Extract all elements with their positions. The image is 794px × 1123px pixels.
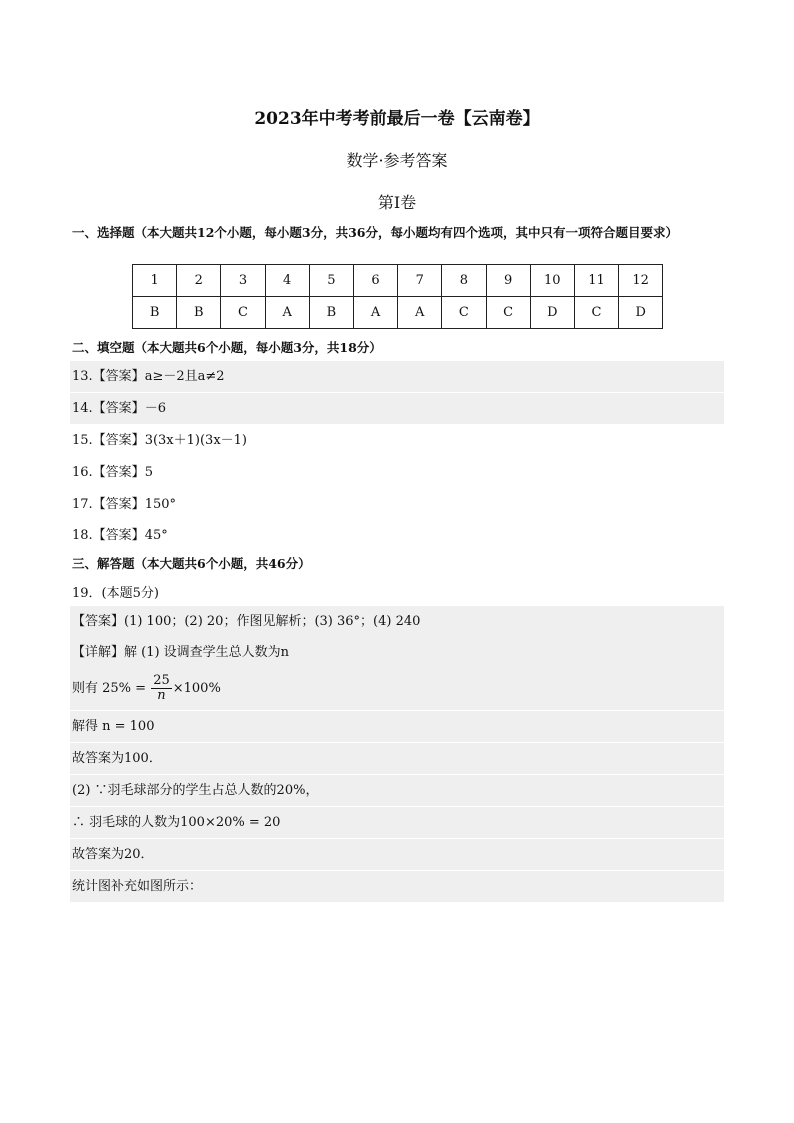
answer-table xyxy=(132,264,663,329)
answer-value: 5 xyxy=(144,465,153,480)
table-cell-answer: A xyxy=(398,297,442,329)
answer-value: 3(3x＋1)(3x－1) xyxy=(144,433,247,448)
table-cell-number: 5 xyxy=(309,265,353,297)
section1-heading: 一、选择题（本大题共12个小题，每小题3分，共36分，每小题均有四个选项，其中只有一项符合题目要求） xyxy=(72,225,678,240)
section2-heading: 二、填空题（本大题共6个小题，每小题3分，共18分） xyxy=(72,340,382,355)
table-cell-number: 4 xyxy=(265,265,309,297)
fill-answer-14 xyxy=(70,393,724,424)
q19-answer-100: 故答案为100． xyxy=(70,743,724,774)
answer-value: 150° xyxy=(144,497,177,512)
table-cell-answer: A xyxy=(353,297,397,329)
fraction-denominator: n xyxy=(157,688,166,703)
equation-suffix: ×100% xyxy=(172,681,221,696)
q19-part2-line: (2) ∵羽毛球部分的学生占总人数的20%， xyxy=(70,775,724,806)
fill-answer-16 xyxy=(70,457,724,488)
q19-answer-line: 【答案】(1) 100；(2) 20；作图见解析；(3) 36°；(4) 240 xyxy=(70,606,724,637)
table-cell-number: 3 xyxy=(221,265,265,297)
fill-answer-18 xyxy=(70,520,724,551)
answer-prefix: 13.【答案】 xyxy=(72,369,145,384)
answer-value: 45° xyxy=(144,528,168,543)
page-title: 2023年中考考前最后一卷【云南卷】 xyxy=(254,109,540,129)
q19-part2-calc: ∴ 羽毛球的人数为100×20% = 20 xyxy=(70,807,724,838)
answer-prefix: 14.【答案】 xyxy=(72,401,145,416)
fraction-numerator: 25 xyxy=(153,673,170,688)
table-cell-number: 1 xyxy=(133,265,177,297)
page-subtitle: 数学·参考答案 xyxy=(346,151,448,170)
q19-equation-1 xyxy=(70,668,724,710)
table-cell-number: 8 xyxy=(442,265,486,297)
table-cell-answer: C xyxy=(442,297,486,329)
table-cell-number: 6 xyxy=(353,265,397,297)
fill-answer-17 xyxy=(70,489,724,520)
question-19-title: 19．(本题5分) xyxy=(72,586,159,601)
q19-chart-line: 统计图补充如图所示： xyxy=(70,871,724,902)
table-cell-number: 9 xyxy=(486,265,530,297)
q19-solve-line: 解得 n = 100 xyxy=(70,711,724,742)
answer-value: a≥－2且a≠2 xyxy=(144,369,225,384)
answer-prefix: 16.【答案】 xyxy=(72,465,145,480)
table-cell-number: 10 xyxy=(530,265,574,297)
table-cell-answer: C xyxy=(221,297,265,329)
table-cell-number: 7 xyxy=(398,265,442,297)
fraction xyxy=(151,674,172,703)
answer-value: －6 xyxy=(144,401,166,416)
section3-heading: 三、解答题（本大题共6个小题，共46分） xyxy=(72,556,311,571)
table-cell-number: 2 xyxy=(177,265,221,297)
fill-answer-15 xyxy=(70,425,724,456)
answer-prefix: 18.【答案】 xyxy=(72,528,145,543)
q19-detail-line: 【详解】解 (1) 设调查学生总人数为n xyxy=(70,637,724,668)
table-cell-number: 12 xyxy=(619,265,663,297)
table-cell-answer: C xyxy=(486,297,530,329)
volume-label: 第Ⅰ卷 xyxy=(377,193,417,212)
answer-prefix: 17.【答案】 xyxy=(72,497,145,512)
table-cell-answer: D xyxy=(619,297,663,329)
fill-answer-13 xyxy=(70,361,724,392)
answer-prefix: 15.【答案】 xyxy=(72,433,145,448)
answer-table-number-row xyxy=(133,265,663,297)
table-cell-answer: D xyxy=(530,297,574,329)
table-cell-answer: A xyxy=(265,297,309,329)
equation-prefix: 则有 25% = xyxy=(72,681,147,696)
table-cell-answer: B xyxy=(133,297,177,329)
table-cell-number: 11 xyxy=(574,265,618,297)
table-cell-answer: B xyxy=(309,297,353,329)
table-cell-answer: B xyxy=(177,297,221,329)
q19-answer-20: 故答案为20． xyxy=(70,839,724,870)
table-cell-answer: C xyxy=(574,297,618,329)
answer-table-answer-row xyxy=(133,297,663,329)
